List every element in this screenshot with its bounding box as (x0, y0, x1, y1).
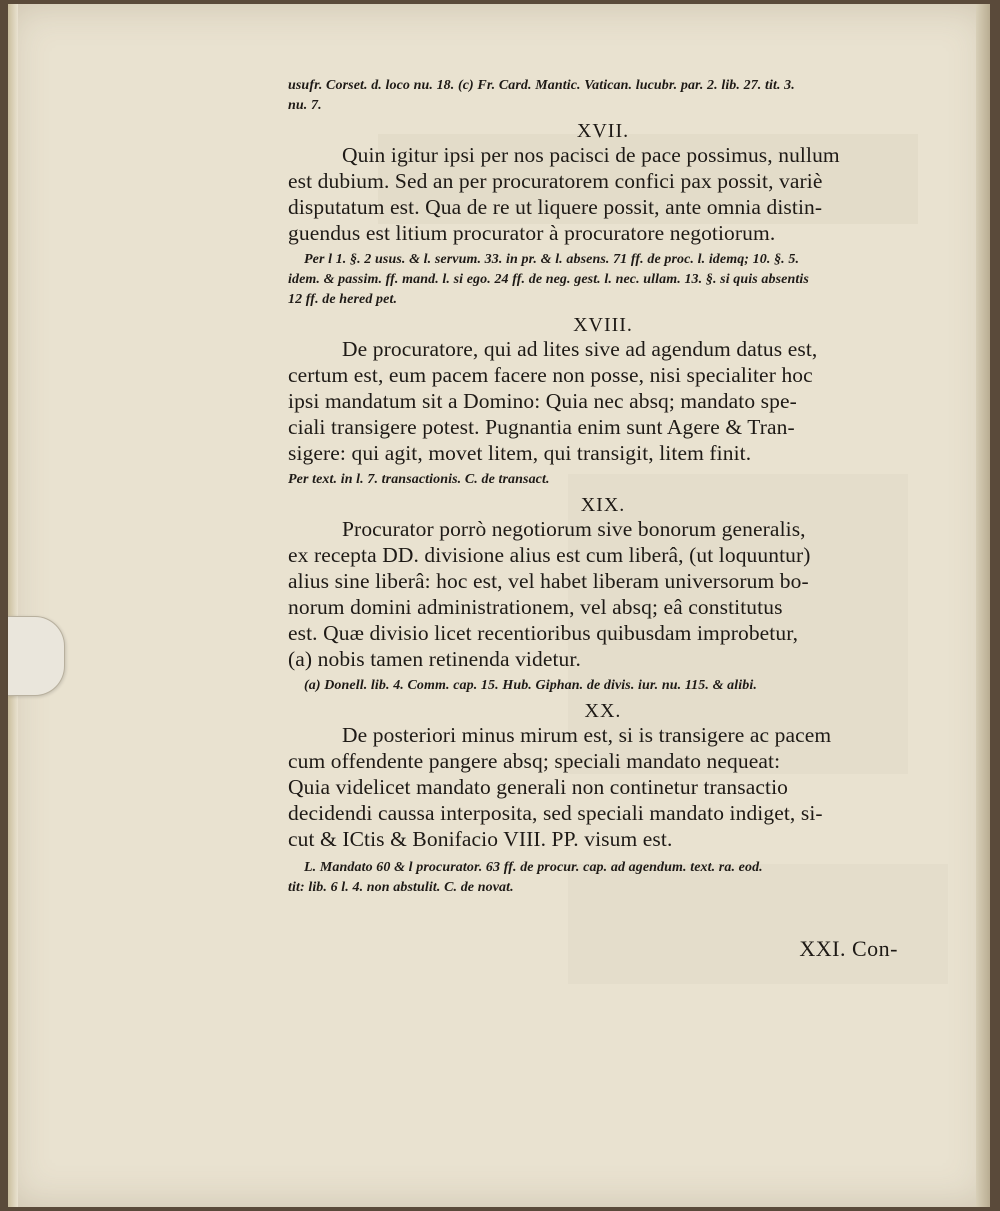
section-xx (288, 700, 918, 898)
top-note-line: nu. 7. (288, 98, 322, 113)
citation-note: tit: lib. 6 l. 4. non abstulit. C. de novat. (288, 880, 514, 895)
paragraph-line: Quia videlicet mandato generali non continetur transactio (288, 775, 789, 799)
paragraph-line: sigere: qui agit, movet litem, qui transigit, litem finit. (288, 441, 752, 465)
section-number: XVIII. (573, 314, 633, 336)
section-xviii (288, 314, 918, 490)
section-number: XX. (584, 700, 622, 722)
paragraph-line: certum est, eum pacem facere non posse, nisi specialiter hoc (288, 363, 813, 387)
paragraph-line: norum domini administrationem, vel absq; eâ constitutus (288, 595, 783, 619)
citation-note: (a) Donell. lib. 4. Comm. cap. 15. Hub. Giphan. de divis. iur. nu. 115. & alibi. (304, 678, 757, 693)
page-tab-marker (8, 616, 65, 696)
paragraph-line: est dubium. Sed an per procuratorem confici pax possit, variè (288, 169, 823, 193)
catchword: XXI. Con- (799, 936, 898, 961)
paragraph-line: De posteriori minus mirum est, si is transigere ac pacem (342, 723, 832, 747)
section-xix (288, 494, 918, 696)
paragraph-line: guendus est litium procurator à procuratore negotiorum. (288, 221, 776, 245)
paragraph-line: Procurator porrò negotiorum sive bonorum generalis, (342, 517, 806, 541)
paragraph-line: De procuratore, qui ad lites sive ad agendum datus est, (342, 337, 818, 361)
paragraph-line: (a) nobis tamen retinenda videtur. (288, 647, 581, 671)
paragraph-line: decidendi caussa interposita, sed speciali mandato indiget, si- (288, 801, 823, 825)
citation-note: Per text. in l. 7. transactionis. C. de transact. (288, 472, 550, 487)
top-note-line: usufr. Corset. d. loco nu. 18. (c) Fr. Card. Mantic. Vatican. lucubr. par. 2. lib. 27. tit. 3. (288, 78, 795, 93)
citation-note: 12 ff. de hered pet. (288, 292, 398, 307)
paragraph-line: alius sine liberâ: hoc est, vel habet liberam universorum bo- (288, 569, 809, 593)
citation-note: L. Mandato 60 & l procurator. 63 ff. de procur. cap. ad agendum. text. ra. eod. (304, 860, 763, 875)
page-text (288, 76, 918, 898)
citation-note: Per l 1. §. 2 usus. & l. servum. 33. in pr. & l. absens. 71 ff. de proc. l. idemq; 10. §. 5. (304, 252, 800, 267)
paragraph-line: est. Quæ divisio licet recentioribus quibusdam improbetur, (288, 621, 799, 645)
section-number: XIX. (580, 494, 626, 516)
book-page (8, 4, 990, 1207)
page-edge (976, 4, 990, 1207)
paragraph-line: cum offendente pangere absq; speciali mandato nequeat: (288, 749, 781, 773)
section-number: XVII. (576, 120, 630, 142)
paragraph-line: ex recepta DD. divisione alius est cum liberâ, (ut loquuntur) (288, 543, 811, 567)
citation-note: idem. & passim. ff. mand. l. si ego. 24 ff. de neg. gest. l. nec. ullam. 13. §. si quis absentis (288, 272, 809, 287)
paragraph-line: Quin igitur ipsi per nos pacisci de pace possimus, nullum (342, 143, 840, 167)
paragraph-line: ipsi mandatum sit a Domino: Quia nec absq; mandato spe- (288, 389, 797, 413)
section-xvii (288, 120, 918, 310)
paragraph-line: ciali transigere potest. Pugnantia enim sunt Agere & Tran- (288, 415, 795, 439)
page-binding-shadow (8, 4, 18, 1207)
paragraph-line: disputatum est. Qua de re ut liquere possit, ante omnia distin- (288, 195, 823, 219)
paragraph-line: cut & ICtis & Bonifacio VIII. PP. visum est. (288, 827, 673, 851)
